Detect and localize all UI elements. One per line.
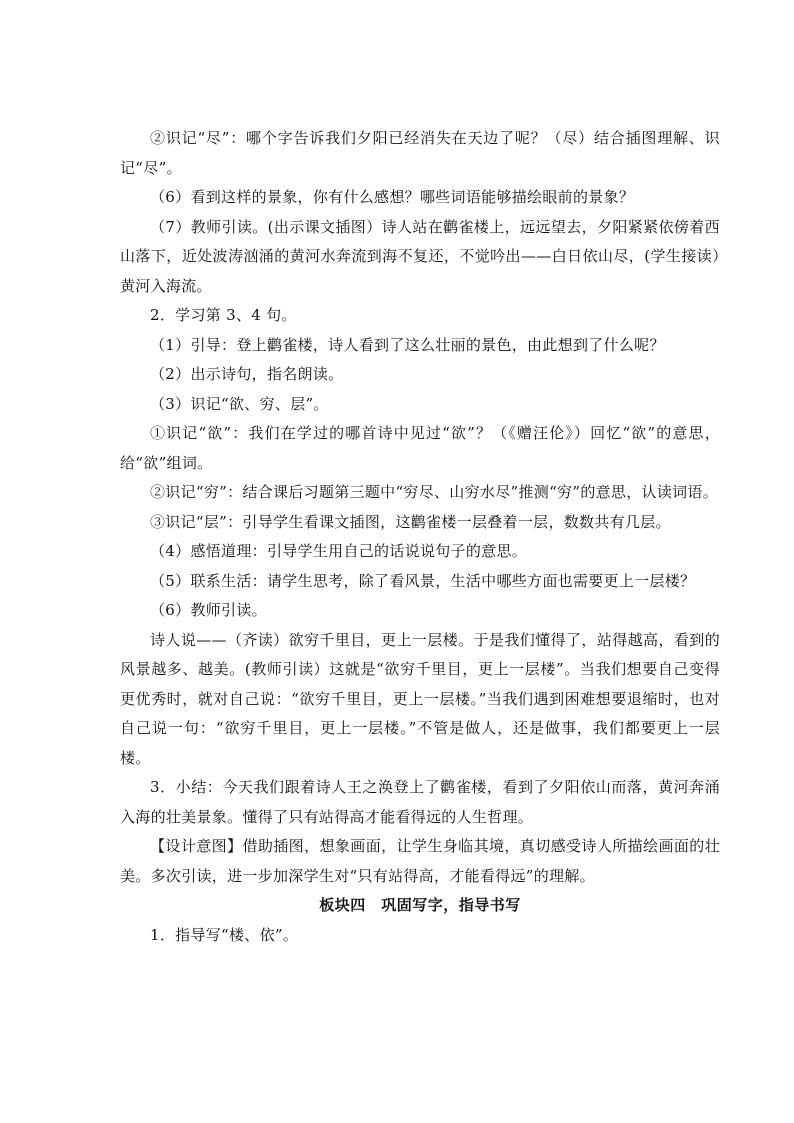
paragraph-recognize-ceng: ③识记“层”：引导学生看课文插图，这鹳雀楼一层叠着一层，数数共有几层。 <box>150 512 671 531</box>
paragraph-understand-meaning: （4）感悟道理：引导学生用自己的话说说句子的意思。 <box>150 542 528 560</box>
paragraph-recognize-qiong: ②识记“穷”：结合课后习题第三题中“穷尽、山穷水尽”推测“穷”的意思，认读词语。 <box>150 483 719 501</box>
paragraph-writing-guide: 1．指导写“楼、依”。 <box>150 925 299 944</box>
paragraph-study-lines-3-4: 2．学习第 3、4 句。 <box>150 306 297 324</box>
paragraph-design-intent: 【设计意图】借助插图，想象画面，让学生身临其境，真切感受诗人所描绘画面的壮美。多次引读，进一步加深学生对“只有站得高，才能看得远”的理解。 <box>120 837 720 885</box>
paragraph-recognize-yu: ①识记“欲”：我们在学过的哪首诗中见过“欲”？（《赠汪伦》）回忆“欲”的意思，给“欲”组词。 <box>120 424 720 472</box>
paragraph-poet-says: 诗人说——（齐读）欲穷千里目，更上一层楼。于是我们懂得了，站得越高，看到的风景越多、越美。(教师引读）这就是“欲穷千里目，更上一层楼”。当我们想要自己变得更优秀时，就对自己说：“欲穷千里目，更上一层楼。”当我们遇到困难想要退缩时，也对自己说一句：“欲穷千里目，更上一层楼。”不管是做人，还是做事，我们都要更上一层楼。 <box>120 630 720 767</box>
paragraph-connect-life: （5）联系生活：请学生思考，除了看风景，生活中哪些方面也需要更上一层楼？ <box>150 571 696 590</box>
paragraph-teacher-guided-reading-1: （7）教师引读。(出示课文插图）诗人站在鹳雀楼上，远远望去，夕阳紧紧依傍着西山落下，近处波涛汹涌的黄河水奔流到海不复还，不觉吟出——白日依山尽，(学生接读）黄河入海流。 <box>120 217 720 295</box>
paragraph-recognize-chars: （3）识记“欲、穷、层”。 <box>150 394 329 413</box>
section-heading: 板块四 巩固写字，指导书写 <box>319 896 521 914</box>
paragraph-recognize-jin: ②识记“尽”：哪个字告诉我们夕阳已经消失在天边了呢？（尽）结合插图理解、识记“尽”。 <box>120 129 720 177</box>
document-body <box>120 124 720 950</box>
paragraph-feelings-question: （6）看到这样的景象，你有什么感想？哪些词语能够描绘眼前的景象？ <box>150 188 635 206</box>
paragraph-summary: 3．小结：今天我们跟着诗人王之涣登上了鹳雀楼，看到了夕阳依山而落，黄河奔涌入海的壮美景象。懂得了只有站得高才能看得远的人生哲理。 <box>120 778 720 826</box>
paragraph-show-poem: （2）出示诗句，指名朗读。 <box>150 365 344 383</box>
paragraph-teacher-guided-reading-2: （6）教师引读。 <box>150 601 267 619</box>
paragraph-guide-question: （1）引导：登上鹳雀楼，诗人看到了这么壮丽的景色，由此想到了什么呢？ <box>150 335 665 354</box>
